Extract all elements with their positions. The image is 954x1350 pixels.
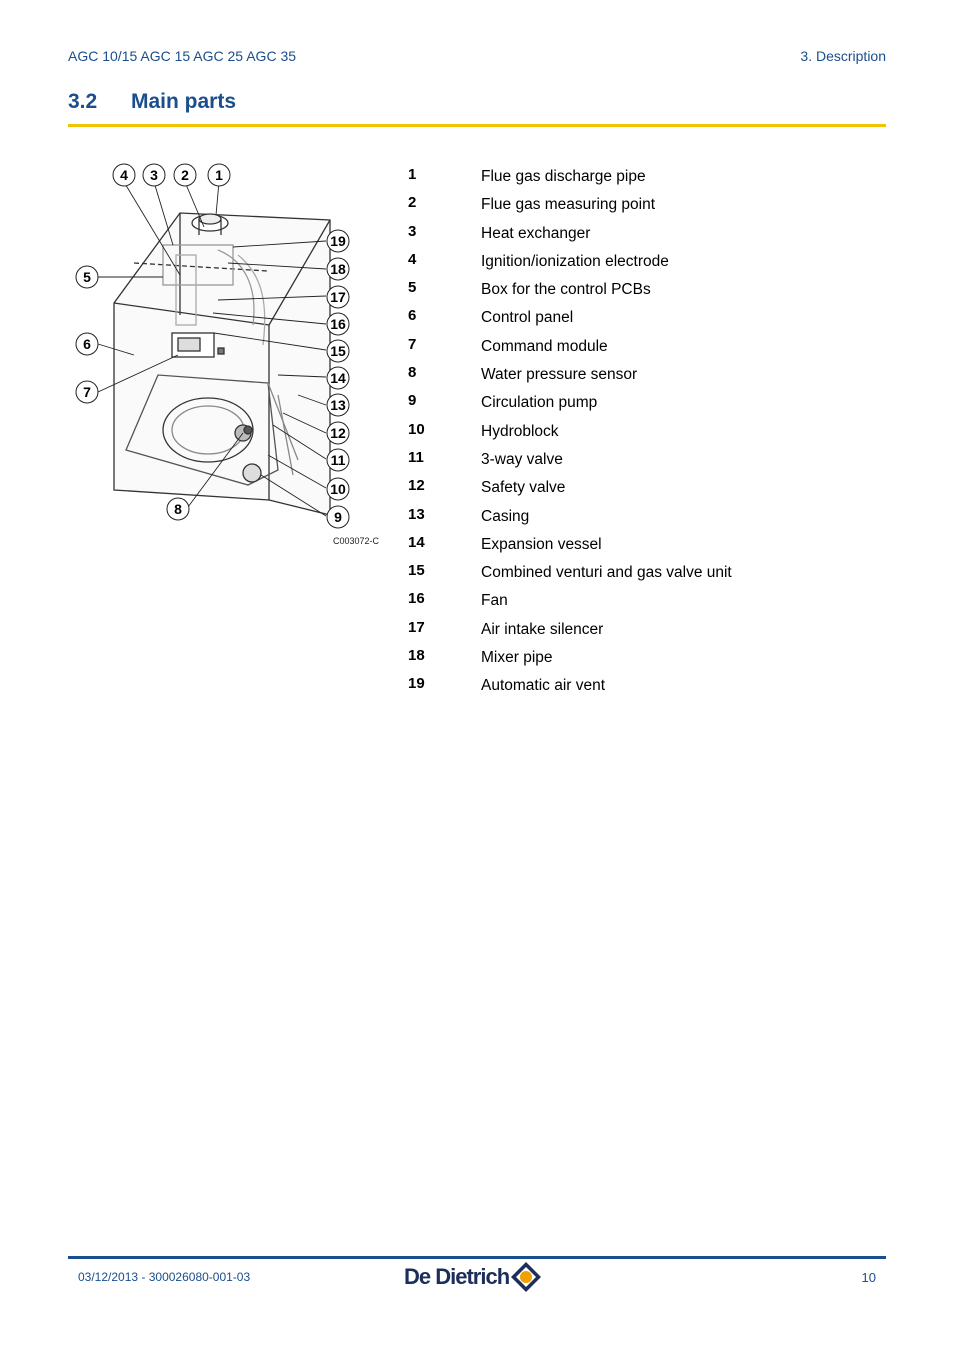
logo-wordmark: De Dietrich: [404, 1264, 510, 1289]
callout-label: 19: [330, 233, 346, 249]
logo-diamond-icon: [509, 1260, 543, 1294]
legend-row: [408, 506, 732, 534]
legend-number: 18: [408, 647, 425, 665]
legend-number: 1: [408, 166, 417, 183]
legend-row: [408, 590, 732, 618]
header-doc-title: AGC 10/15 AGC 15 AGC 25 AGC 35: [68, 48, 297, 64]
section-divider: [68, 124, 886, 127]
page-number: 10: [861, 1270, 876, 1285]
legend-row: [408, 364, 732, 392]
brand-logo: [404, 1260, 543, 1294]
callout-label: 17: [330, 289, 346, 305]
legend-row: [408, 392, 732, 420]
legend-text: Automatic air vent: [481, 677, 606, 695]
legend-text: Casing: [481, 507, 530, 525]
legend-text: 3-way valve: [481, 450, 563, 468]
legend-row: [408, 534, 732, 562]
section-title: Main parts: [131, 90, 237, 113]
parts-legend: [408, 166, 732, 704]
boiler-drawing: [68, 155, 388, 555]
callout-label: 5: [83, 269, 91, 285]
legend-text: Box for the control PCBs: [481, 281, 651, 299]
legend-row: [408, 421, 732, 449]
legend-row: [408, 279, 732, 307]
legend-number: 7: [408, 335, 417, 353]
legend-text: Safety valve: [481, 479, 566, 497]
callout-label: 11: [330, 452, 346, 468]
legend-row: [408, 307, 732, 335]
footer-divider: [68, 1256, 886, 1259]
boiler-illustration: [68, 155, 388, 555]
callout-label: 10: [330, 481, 346, 497]
figure-code: C003072-C: [333, 536, 380, 546]
legend-row: [408, 647, 732, 675]
callout-label: 9: [334, 509, 342, 525]
legend-text: Control panel: [481, 309, 574, 327]
legend-number: 13: [408, 505, 425, 523]
legend-text: Circulation pump: [481, 394, 598, 412]
legend-row: [408, 477, 732, 505]
legend-number: 5: [408, 279, 417, 297]
legend-text: Flue gas discharge pipe: [481, 168, 646, 185]
legend-row: [408, 562, 732, 590]
legend-number: 2: [408, 194, 417, 212]
legend-number: 15: [408, 562, 425, 580]
legend-number: 11: [408, 448, 424, 466]
legend-row: [408, 166, 732, 194]
legend-number: 9: [408, 392, 417, 410]
legend-text: Mixer pipe: [481, 649, 553, 667]
legend-text: Water pressure sensor: [481, 366, 638, 384]
legend-number: 17: [408, 618, 425, 636]
callout-label: 18: [330, 261, 346, 277]
legend-text: Hydroblock: [481, 422, 559, 440]
callout-label: 15: [330, 343, 346, 359]
callout-label: 4: [120, 167, 128, 183]
section-heading: [68, 90, 236, 114]
legend-number: 16: [408, 590, 425, 608]
legend-row: [408, 675, 732, 703]
legend-number: 14: [408, 533, 425, 551]
callout-label: 12: [330, 425, 346, 441]
legend-row: [408, 194, 732, 222]
legend-text: Flue gas measuring point: [481, 196, 656, 214]
legend-row: [408, 251, 732, 279]
callout-label: 6: [83, 336, 91, 352]
legend-number: 12: [408, 477, 425, 495]
legend-number: 10: [408, 420, 425, 438]
header-chapter: 3. Description: [800, 48, 886, 64]
legend-text: Combined venturi and gas valve unit: [481, 564, 732, 582]
callout-label: 7: [83, 384, 91, 400]
legend-text: Ignition/ionization electrode: [481, 252, 669, 270]
callout-label: 13: [330, 397, 346, 413]
callout-label: 14: [330, 370, 346, 386]
legend-number: 4: [408, 250, 417, 268]
callout-label: 16: [330, 316, 346, 332]
legend-row: [408, 619, 732, 647]
callout-label: 1: [215, 167, 223, 183]
section-number: 3.2: [68, 90, 98, 113]
legend-number: 6: [408, 307, 417, 325]
legend-text: Command module: [481, 337, 608, 355]
legend-row: [408, 223, 732, 251]
callout-label: 8: [174, 501, 182, 517]
legend-text: Expansion vessel: [481, 535, 602, 553]
legend-number: 19: [408, 675, 425, 693]
legend-row: [408, 449, 732, 477]
callout-label: 2: [181, 167, 189, 183]
legend-number: 3: [408, 222, 417, 240]
footer-date-ref: 03/12/2013 - 300026080-001-03: [78, 1270, 251, 1284]
legend-number: 8: [408, 364, 417, 382]
legend-row: [408, 336, 732, 364]
legend-text: Air intake silencer: [481, 620, 604, 638]
callout-label: 3: [150, 167, 158, 183]
legend-text: Fan: [481, 592, 508, 610]
legend-text: Heat exchanger: [481, 224, 591, 242]
